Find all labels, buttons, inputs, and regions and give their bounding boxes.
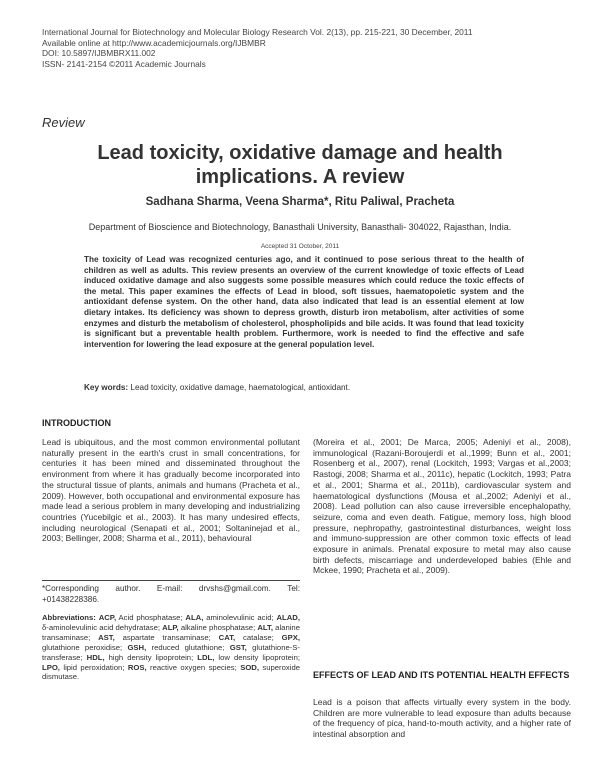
- abbreviation-term: ALA,: [185, 613, 204, 622]
- abbreviation-term: ALAD,: [276, 613, 300, 622]
- introduction-heading: INTRODUCTION: [42, 418, 111, 428]
- keywords-text: Lead toxicity, oxidative damage, haematological, antioxidant.: [130, 383, 351, 392]
- journal-citation: International Journal for Biotechnology and Molecular Biology Research Vol. 2(13), pp. 215-221, 30 December, 2011: [42, 27, 473, 37]
- keywords: [84, 383, 524, 392]
- keywords-label: Key words:: [84, 383, 129, 392]
- abbreviation-definition: reactive oxygen species;: [146, 662, 241, 672]
- effects-heading: EFFECTS OF LEAD AND ITS POTENTIAL HEALTH EFFECTS: [313, 670, 570, 680]
- abbreviation-term: GST,: [229, 642, 247, 652]
- author-list: Sadhana Sharma, Veena Sharma*, Ritu Paliwal, Pracheta: [145, 196, 455, 208]
- abbreviation-term: CAT,: [218, 632, 236, 642]
- abbreviation-definition: alanine transaminase;: [42, 622, 300, 642]
- title-line-2: implications. A review: [195, 166, 405, 188]
- abbreviation-term: HDL,: [86, 652, 105, 662]
- abbreviation-definition: glutathione peroxidise;: [42, 642, 128, 652]
- effects-paragraph: Lead is a poison that affects virtually every system in the body. Children are more vulnerable to lead exposure than adults because of the frequency of pica, hand-to-mouth activity, and a higher rate of intestinal absorption and: [313, 697, 571, 740]
- abbreviation-definition: superoxide dismutase.: [42, 662, 300, 682]
- abbreviation-term: LDL,: [197, 652, 215, 662]
- abbreviation-definition: δ-aminolevulinic acid dehydratase;: [42, 622, 163, 632]
- title-line-1: Lead toxicity, oxidative damage and health: [97, 142, 503, 164]
- affiliation: Department of Bioscience and Biotechnology, Banasthali University, Banasthali- 304022, Rajasthan, India.: [88, 222, 512, 232]
- article-type: Review: [42, 115, 85, 130]
- abbreviation-definition: alkaline phosphatase;: [178, 622, 258, 632]
- abbreviations-list: [42, 613, 300, 681]
- abbreviation-definition: high density lipoprotein;: [104, 652, 198, 662]
- abbreviation-term: ALP,: [162, 622, 179, 632]
- journal-issn: ISSN- 2141-2154 ©2011 Academic Journals: [42, 58, 206, 69]
- abbreviation-term: LPO,: [42, 662, 60, 672]
- article-title: [40, 141, 560, 189]
- abbreviations-label: Abbreviations:: [42, 613, 96, 622]
- introduction-paragraph: Lead is ubiquitous, and the most common environmental pollutant naturally present in the earth's crust in small concentrations, for centuries it has been mined and disseminated throughout the environment from where it has gradually become incorporated into the structural tissue of plants, animals and humans (Pracheta et al., 2009). However, both occupational and environmental exposure has made lead a serious problem in many developing and industrializing countries (Yucebilgic et al., 2003). It has many undesired effects, including neurological (Senapati et al., 2001; Soltaninejad et al., 2003; Bellinger, 2008; Sharma et al., 2011), behavioural: [42, 437, 300, 544]
- journal-url: Available online at http://www.academicjournals.org/IJBMBR: [42, 37, 266, 48]
- corresponding-author-note: *Corresponding author. E-mail: drvshs@gmail.com. Tel: +01438228386.: [42, 584, 300, 604]
- abbreviation-term: ACP,: [98, 613, 117, 622]
- footnote-divider: [42, 580, 300, 581]
- abbreviation-term: ROS,: [127, 662, 147, 672]
- abbreviation-term: ALT,: [257, 622, 274, 632]
- abbreviation-definition: reduced glutathione;: [146, 642, 230, 652]
- abbreviations: [42, 613, 300, 682]
- abbreviation-term: GSH,: [127, 642, 147, 652]
- abbreviation-definition: Acid phosphatase;: [116, 613, 186, 622]
- abbreviation-definition: aspartate transaminase;: [114, 632, 219, 642]
- abbreviation-definition: catalase;: [235, 632, 282, 642]
- abbreviation-definition: aminolevulinic acid;: [203, 613, 277, 622]
- journal-header: [42, 27, 473, 69]
- accepted-date: Accepted 31 October, 2011: [260, 243, 340, 250]
- abbreviation-term: SOD,: [240, 662, 259, 672]
- abbreviation-definition: lipid peroxidation;: [59, 662, 128, 672]
- abstract: The toxicity of Lead was recognized centuries ago, and it continued to pose serious threat to the health of children as well as adults. This review presents an overview of the current knowledge of toxic effects of Lead induced oxidative damage and also suggests some possible measures which could reduce the toxic effects of the metal. This paper examines the effects of Lead in blood, soft tissues, haematopoietic system and the antioxidant defense system. On the other hand, data also indicated that lead is an essential element at low dietary intakes. Its deficiency was shown to depress growth, disturb iron metabolism, alter activities of some enzymes and disturb the metabolism of cholesterol, phospholipids and bile acids. It was found that lead toxicity is significant but a preventable health problem. Furthermore, work is needed to find the effective and safe intervention for lowering the lead exposure at the general population level.: [84, 255, 524, 349]
- abbreviation-term: AST,: [98, 632, 115, 642]
- abbreviation-term: GPX,: [281, 632, 300, 642]
- journal-doi: DOI: 10.5897/IJBMBRX11.002: [42, 48, 156, 59]
- introduction-continued: (Moreira et al., 2001; De Marca, 2005; Adeniyi et al., 2008), immunological (Razani-Boroujerdi et al.,1999; Bunn et al., 2001; Rosenberg et al., 2007), renal (Lockitch, 1993; Vargas et al.,2003; Rastogi, 2008; Sharma et al., 2011c), hepatic (Lockitch, 1993; Patra et al., 2001; Sharma et al., 2011b), cardiovascular system and haematological dysfunctions (Mousa et al.,2002; Adeniyi et al., 2008). Lead pollution can also cause irreversible encephalopathy, seizure, coma and even death. Fatigue, memory loss, high blood pressure, nephropathy, gastrointestinal disturbances, weight loss and immuno-suppression are other common toxic effects of lead exposure in animals. Prenatal exposure to metal may also cause birth defects, miscarriage and underdeveloped babies (Ehle and Mckee, 1990; Pracheta et al., 2009).: [313, 437, 571, 576]
- abbreviation-definition: glutathione-S-transferase;: [42, 642, 300, 662]
- abbreviation-definition: low density lipoprotein;: [214, 652, 300, 662]
